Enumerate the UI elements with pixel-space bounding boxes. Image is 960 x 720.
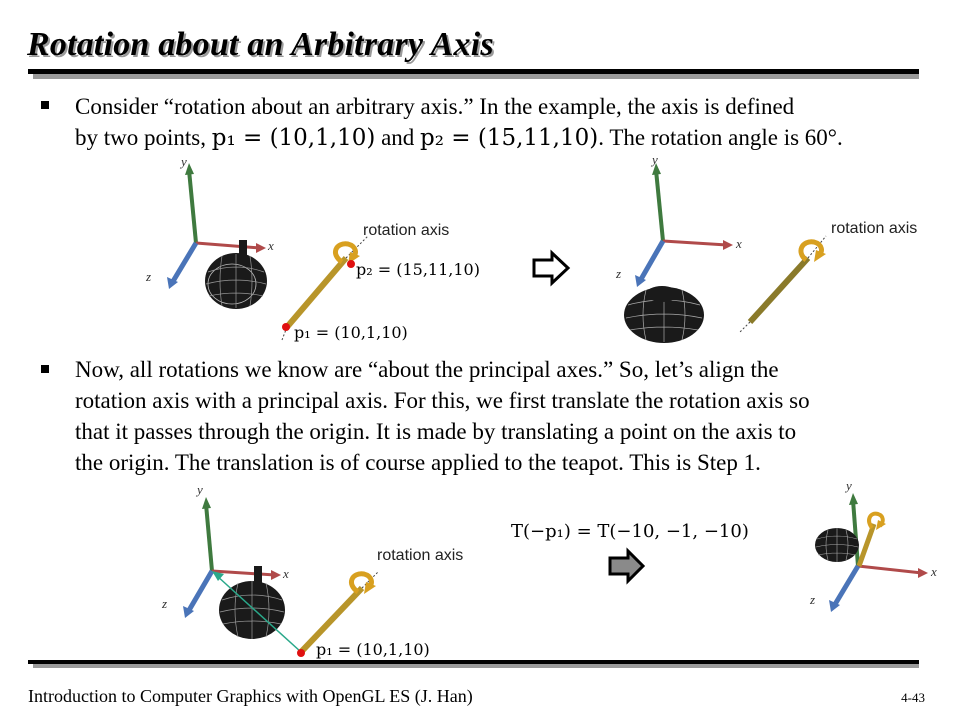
bullet-2-line-1: Now, all rotations we know are “about the principal axes.” So, let’s align the bbox=[75, 357, 779, 382]
page-number: 4-43 bbox=[901, 690, 925, 705]
z-axis-line bbox=[834, 566, 858, 606]
rotation-axis-4 bbox=[859, 514, 886, 566]
p1-definition: p₁ = (10,1,10) bbox=[211, 125, 376, 151]
footer-rule-shadow bbox=[33, 664, 919, 668]
y-axis-line bbox=[853, 500, 858, 566]
y-axis-label: y bbox=[197, 482, 203, 497]
p2-label: p₂ = (15,11,10) bbox=[356, 260, 480, 279]
x-axis-line bbox=[858, 566, 922, 573]
rotation-axis-label: rotation axis bbox=[377, 547, 464, 564]
y-axis-label: y bbox=[846, 478, 852, 493]
x-axis-label: x bbox=[268, 238, 274, 253]
teapot-4 bbox=[815, 528, 859, 562]
y-axis-label: y bbox=[652, 152, 658, 167]
x-axis-label: x bbox=[736, 236, 742, 251]
slide-title: Rotation about an Arbitrary Axis bbox=[27, 26, 494, 63]
p1-label-step1: p₁ = (10,1,10) bbox=[316, 640, 430, 659]
bullet-2-line-2: rotation axis with a principal axis. For this, we first translate the rotation axis so bbox=[75, 388, 810, 413]
text-fragment: by two points, bbox=[75, 125, 212, 150]
rotation-rod bbox=[859, 524, 874, 566]
z-axis-label: z bbox=[616, 266, 622, 281]
p1-label: p₁ = (10,1,10) bbox=[294, 323, 408, 342]
bullet-2-line-3: that it passes through the origin. It is made by translating a point on the axis to bbox=[75, 419, 797, 444]
p2-definition: p₂ = (15,11,10) bbox=[420, 125, 599, 151]
bullet-1-line-1: Consider “rotation about an arbitrary axis.” In the example, the axis is defined bbox=[75, 94, 795, 119]
y-axis-label: y bbox=[181, 154, 187, 169]
footer-course-title: Introduction to Computer Graphics with OpenGL ES (J. Han) bbox=[28, 686, 473, 706]
bullet-2-line-4: the origin. The translation is of course applied to the teapot. This is Step 1. bbox=[75, 450, 761, 475]
z-axis-label: z bbox=[810, 592, 816, 607]
text-fragment: . The rotation angle is 60°. bbox=[598, 125, 843, 150]
x-axis-label: x bbox=[283, 566, 289, 581]
rotation-axis-label: rotation axis bbox=[363, 222, 450, 239]
y-axis-arrowhead bbox=[849, 493, 858, 505]
rotation-axis-label: rotation axis bbox=[831, 220, 918, 237]
z-axis-label: z bbox=[146, 269, 152, 284]
x-axis-label: x bbox=[931, 564, 937, 579]
text-fragment: and bbox=[375, 125, 421, 150]
z-axis-label: z bbox=[162, 596, 168, 611]
translation-formula: T(−p₁) = T(−10, −1, −10) bbox=[511, 521, 749, 542]
x-axis-arrowhead bbox=[918, 568, 928, 578]
